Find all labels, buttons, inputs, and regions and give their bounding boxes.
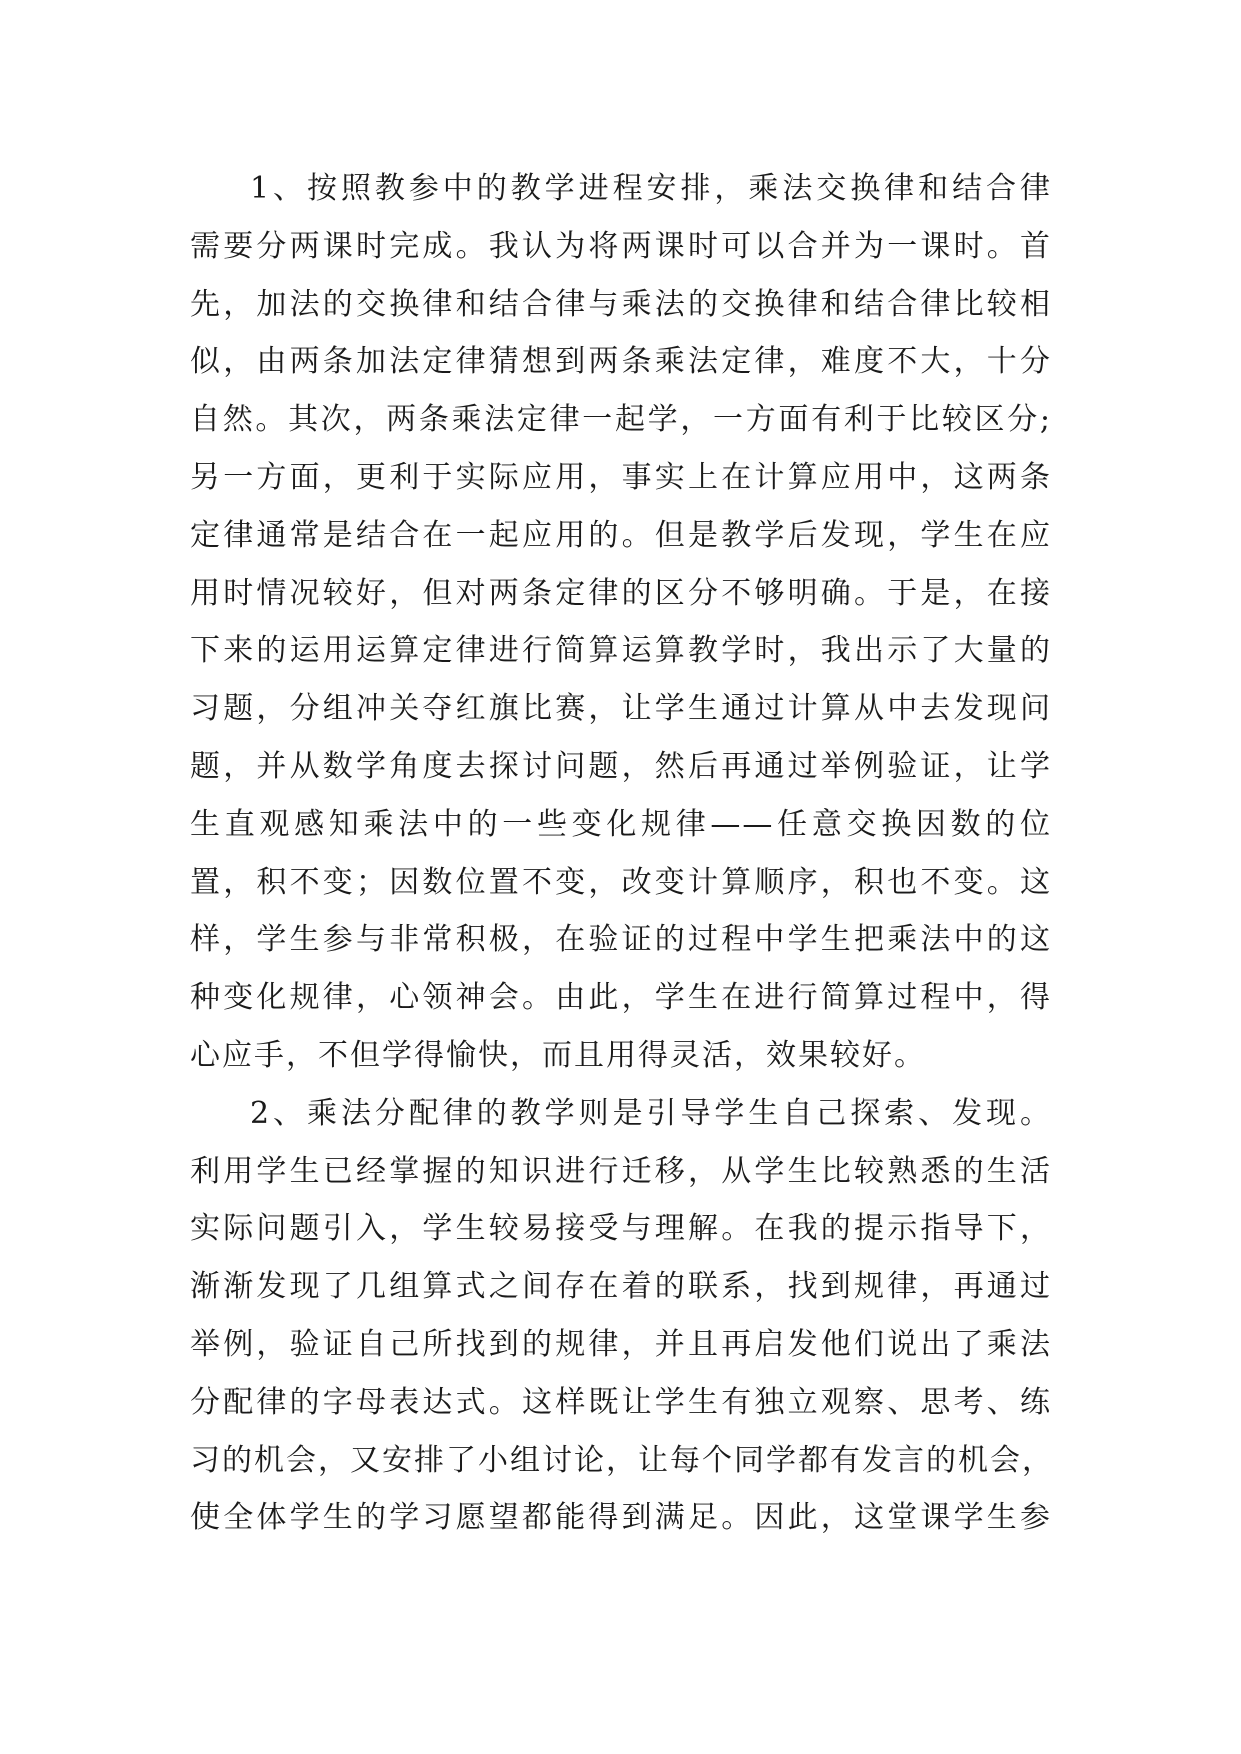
paragraph-1-line-13: 置，积不变；因数位置不变，改变计算顺序，积也不变。这 bbox=[190, 864, 1052, 900]
paragraph-1-line-16: 心应手，不但学得愉快，而且用得灵活，效果较好。 bbox=[190, 1037, 926, 1073]
paragraph-1-line-7: 定律通常是结合在一起应用的。但是教学后发现，学生在应 bbox=[190, 517, 1052, 553]
paragraph-2-line-3: 实际问题引入，学生较易接受与理解。在我的提示指导下， bbox=[190, 1211, 1052, 1247]
paragraph-2-line-6: 分配律的字母表达式。这样既让学生有独立观察、思考、练 bbox=[190, 1384, 1052, 1420]
paragraph-1-line-10: 习题，分组冲关夺红旗比赛，让学生通过计算从中去发现问 bbox=[190, 691, 1052, 727]
paragraph-1-line-14: 样，学生参与非常积极，在验证的过程中学生把乘法中的这 bbox=[190, 922, 1052, 958]
paragraph-2-line-7: 习的机会，又安排了小组讨论，让每个同学都有发言的机会， bbox=[190, 1442, 1054, 1478]
paragraph-1-line-4: 似，由两条加法定律猜想到两条乘法定律，难度不大，十分 bbox=[190, 344, 1052, 380]
paragraph-1-line-2: 需要分两课时完成。我认为将两课时可以合并为一课时。首 bbox=[190, 228, 1052, 264]
paragraph-1-line-9: 下来的运用运算定律进行简算运算教学时，我出示了大量的 bbox=[190, 633, 1052, 669]
paragraph-1-line-3: 先，加法的交换律和结合律与乘法的交换律和结合律比较相 bbox=[190, 286, 1052, 322]
paragraph-2-line-1: 2、乘法分配律的教学则是引导学生自己探索、发现。 bbox=[250, 1095, 1052, 1131]
paragraph-1-line-6: 另一方面，更利于实际应用，事实上在计算应用中，这两条 bbox=[190, 459, 1052, 495]
paragraph-2-line-2: 利用学生已经掌握的知识进行迁移，从学生比较熟悉的生活 bbox=[190, 1153, 1052, 1189]
paragraph-1-line-15: 种变化规律，心领神会。由此，学生在进行简算过程中，得 bbox=[190, 980, 1052, 1016]
paragraph-1-line-5: 自然。其次，两条乘法定律一起学，一方面有利于比较区分; bbox=[190, 402, 1052, 438]
paragraph-1-line-8: 用时情况较好，但对两条定律的区分不够明确。于是，在接 bbox=[190, 575, 1052, 611]
paragraph-2-line-5: 举例，验证自己所找到的规律，并且再启发他们说出了乘法 bbox=[190, 1326, 1052, 1362]
paragraph-1-line-12: 生直观感知乘法中的一些变化规律——任意交换因数的位 bbox=[190, 806, 1052, 842]
paragraph-2-line-4: 渐渐发现了几组算式之间存在着的联系，找到规律，再通过 bbox=[190, 1269, 1052, 1305]
body-text bbox=[190, 160, 1052, 1547]
paragraph-2-line-8: 使全体学生的学习愿望都能得到满足。因此，这堂课学生参 bbox=[190, 1500, 1052, 1536]
paragraph-1-line-11: 题，并从数学角度去探讨问题，然后再通过举例验证，让学 bbox=[190, 748, 1052, 784]
paragraph-1-line-1: 1、按照教参中的教学进程安排，乘法交换律和结合律 bbox=[250, 171, 1052, 206]
